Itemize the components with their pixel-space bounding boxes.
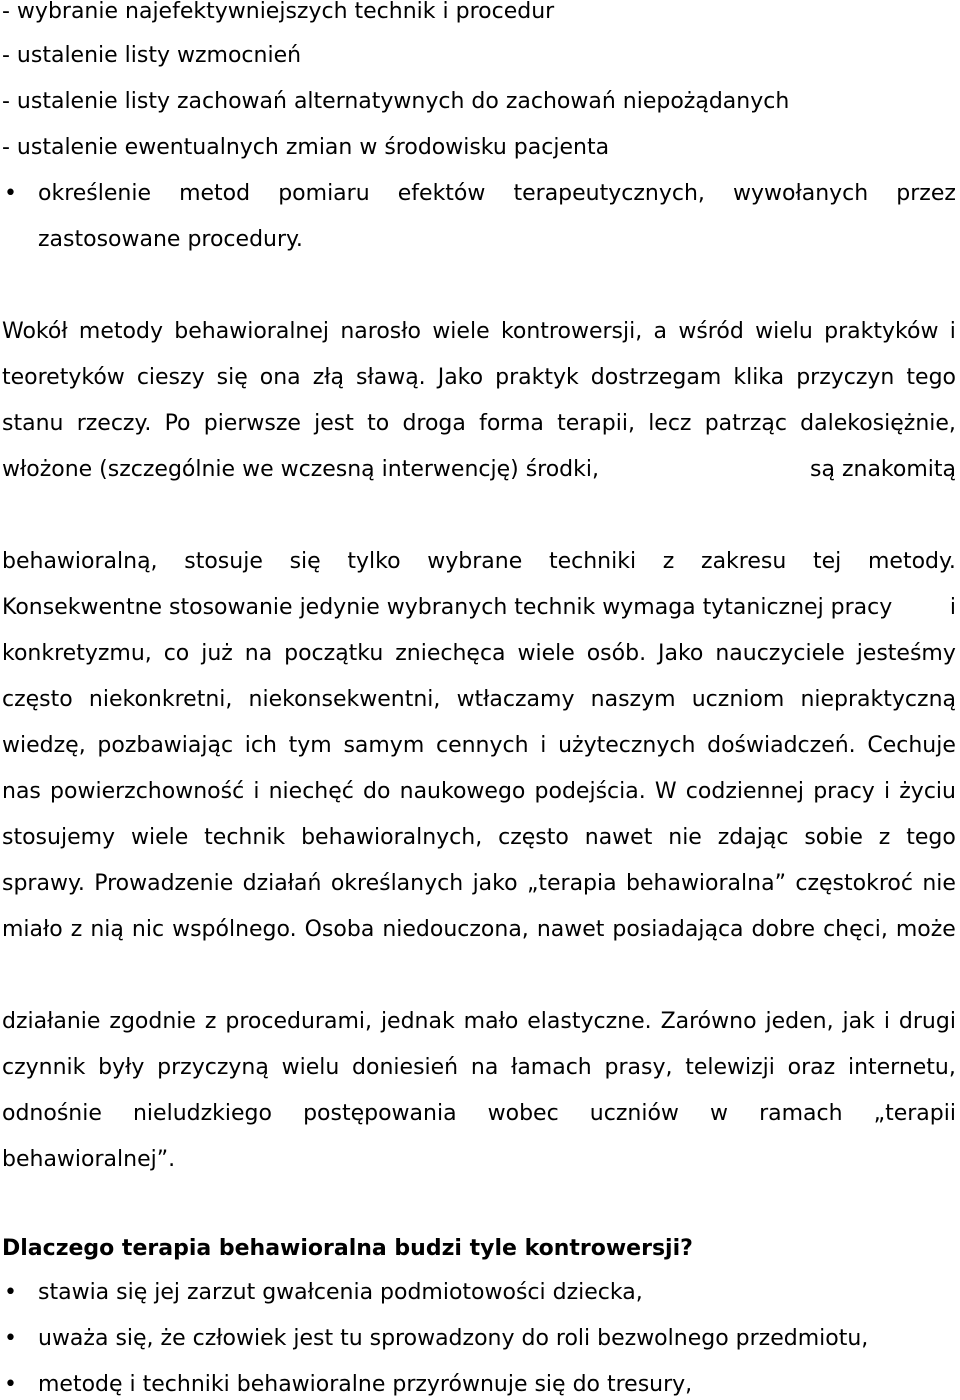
word: pracy [813, 779, 875, 804]
word: nic [131, 917, 165, 942]
bullet-item-line [38, 179, 956, 209]
word: teoretyków [2, 365, 125, 390]
word: przez [896, 181, 956, 206]
word: niekonsekwentni, [248, 687, 441, 712]
word: zakresu [701, 549, 787, 574]
word: efektów [397, 181, 486, 206]
word: mało [463, 1009, 519, 1034]
word: niechęć [268, 779, 354, 804]
word: Jako [437, 365, 484, 390]
word: niekonkretni, [88, 687, 233, 712]
word: wielu [281, 1055, 340, 1080]
list-item: metodę i techniki behawioralne przyrównuje się do tresury, [38, 1372, 693, 1397]
word: dobre [751, 917, 816, 942]
word: w [710, 1101, 728, 1126]
word: Osoba [304, 917, 375, 942]
word: techniki [548, 549, 637, 574]
word: z [878, 825, 891, 850]
word: już [201, 641, 233, 666]
word: z [70, 917, 83, 942]
word: behawioralną, [2, 549, 158, 574]
word: „terapii [873, 1101, 956, 1126]
word: działań [242, 871, 322, 896]
word: konkretyzmu, [2, 641, 152, 666]
word: i [253, 779, 260, 804]
word: częstokroć [795, 871, 913, 896]
word: sobie [804, 825, 863, 850]
paragraph-fragment: są znakomitą [810, 457, 956, 482]
word: sprawy. [2, 871, 85, 896]
word: nie [922, 871, 956, 896]
word: rzeczy. [76, 411, 152, 436]
word: nią [90, 917, 124, 942]
word: nie [668, 825, 702, 850]
word: były [98, 1055, 145, 1080]
word: i [883, 779, 891, 804]
word: tego [906, 365, 956, 390]
word: i [540, 733, 547, 758]
word: i [883, 1009, 890, 1034]
word: dostrzegam [590, 365, 722, 390]
paragraph-fragment: Konsekwentne stosowanie jedynie wybranych technik wymaga tytanicznej pracy [2, 595, 893, 620]
word: behawioralnej [174, 319, 330, 344]
word: doświadczeń. [707, 733, 856, 758]
bullet-icon: • [4, 1372, 17, 1397]
word: wiele [130, 825, 189, 850]
paragraph-line [2, 1099, 956, 1129]
bullet-item-line: zastosowane procedury. [38, 227, 303, 252]
word: początku [284, 641, 384, 666]
word: użytecznych [558, 733, 696, 758]
word: Zarówno [660, 1009, 757, 1034]
word: na [470, 1055, 499, 1080]
list-item: - ustalenie listy zachowań alternatywnych do zachowań niepożądanych [2, 89, 790, 114]
word: zdając [717, 825, 789, 850]
word: a [653, 319, 668, 344]
word: samym [343, 733, 425, 758]
word: wśród [678, 319, 744, 344]
word: telewizji [685, 1055, 775, 1080]
word: forma [479, 411, 544, 436]
word: nieludzkiego [132, 1101, 272, 1126]
word: ramach [759, 1101, 843, 1126]
paragraph-line [2, 869, 956, 899]
word: złą [312, 365, 344, 390]
word: oraz [787, 1055, 836, 1080]
paragraph-fragment: i [949, 595, 956, 620]
word: cieszy [136, 365, 205, 390]
word: wiedzę, [2, 733, 86, 758]
word: droga [402, 411, 466, 436]
word: może [895, 917, 956, 942]
word: prasy, [604, 1055, 673, 1080]
paragraph-line [2, 685, 956, 715]
word: się [289, 549, 321, 574]
word: jeden, [765, 1009, 834, 1034]
paragraph-line [2, 731, 956, 761]
word: na [244, 641, 273, 666]
word: z [662, 549, 675, 574]
list-item: stawia się jej zarzut gwałcenia podmiotowości dziecka, [38, 1280, 643, 1305]
word: tej [813, 549, 842, 574]
word: niedouczona, [382, 917, 529, 942]
word: wspólnego. [172, 917, 297, 942]
word: Po [164, 411, 191, 436]
word: codziennej [685, 779, 805, 804]
word: stosujemy [2, 825, 116, 850]
word: miało [2, 917, 63, 942]
list-item: - ustalenie ewentualnych zmian w środowisku pacjenta [2, 135, 610, 160]
word: osób. [586, 641, 647, 666]
word: jako [472, 871, 518, 896]
list-item: - wybranie najefektywniejszych technik i procedur [2, 0, 555, 24]
word: klika [733, 365, 785, 390]
word: zgodnie [109, 1009, 196, 1034]
word: Cechuje [867, 733, 956, 758]
word: i [949, 319, 956, 344]
word: behawioralna” [626, 871, 786, 896]
word: pozbawiając [97, 733, 234, 758]
word: behawioralnych, [301, 825, 483, 850]
word: praktyk [495, 365, 579, 390]
word: stanu [2, 411, 64, 436]
word: technik [204, 825, 286, 850]
word: działanie [2, 1009, 101, 1034]
paragraph-line [2, 547, 956, 577]
word: przyczyn [796, 365, 895, 390]
word: lecz [648, 411, 692, 436]
word: pierwsze [203, 411, 301, 436]
word: określanych [330, 871, 464, 896]
word: Wokół [2, 319, 68, 344]
word: postępowania [303, 1101, 457, 1126]
word: drugi [898, 1009, 956, 1034]
word: metody [78, 319, 163, 344]
word: podejścia. [534, 779, 646, 804]
word: uczniom [691, 687, 785, 712]
word: elastyczne. [527, 1009, 652, 1034]
section-heading: Dlaczego terapia behawioralna budzi tyle kontrowersji? [2, 1236, 693, 1261]
word: chęci, [823, 917, 888, 942]
bullet-icon: • [4, 1326, 17, 1351]
word: tym [288, 733, 332, 758]
word: naszym [590, 687, 676, 712]
paragraph-line [2, 363, 956, 393]
word: terapeutycznych, [513, 181, 705, 206]
paragraph-line [2, 823, 956, 853]
word: jesteśmy [856, 641, 956, 666]
word: nawet [536, 917, 605, 942]
word: pomiaru [278, 181, 370, 206]
word: dalekosiężnie, [800, 411, 956, 436]
word: procedurami, [225, 1009, 372, 1034]
word: to [367, 411, 390, 436]
word: powierzchowność [50, 779, 245, 804]
word: wiele [517, 641, 575, 666]
word: do [363, 779, 391, 804]
word: jest [314, 411, 354, 436]
word: jak [842, 1009, 875, 1034]
word: tego [906, 825, 956, 850]
word: ich [244, 733, 277, 758]
paragraph-line [2, 777, 956, 807]
paragraph-line [2, 1007, 956, 1037]
word: nauczyciele [715, 641, 845, 666]
word: metody. [868, 549, 956, 574]
word: uczniów [589, 1101, 679, 1126]
word: Prowadzenie [94, 871, 234, 896]
paragraph-line [2, 639, 956, 669]
word: czynnik [2, 1055, 86, 1080]
word: nawet [584, 825, 653, 850]
word: praktyków [824, 319, 939, 344]
word: narosło [340, 319, 421, 344]
word: naukowego [399, 779, 526, 804]
word: wybrane [427, 549, 523, 574]
word: stosuje [184, 549, 263, 574]
word: jednak [380, 1009, 455, 1034]
bullet-icon: • [4, 181, 17, 206]
word: często [2, 687, 73, 712]
word: metod [179, 181, 251, 206]
word: wielu [755, 319, 813, 344]
paragraph-line: behawioralnej”. [2, 1147, 176, 1172]
paragraph-line [2, 1053, 956, 1083]
word: niepraktyczną [800, 687, 956, 712]
paragraph-line [2, 593, 956, 623]
word: „terapia [526, 871, 617, 896]
paragraph-fragment: włożone (szczególnie we wczesną interwencję) środki, [2, 457, 599, 482]
word: cennych [435, 733, 529, 758]
word: odnośnie [2, 1101, 102, 1126]
word: wtłaczamy [456, 687, 575, 712]
word: wiele [432, 319, 490, 344]
word: internetu, [847, 1055, 956, 1080]
paragraph-line [2, 409, 956, 439]
word: sławą. [356, 365, 426, 390]
word: się [216, 365, 248, 390]
word: nas [2, 779, 41, 804]
word: kontrowersji, [500, 319, 643, 344]
list-item: - ustalenie listy wzmocnień [2, 43, 302, 68]
word: doniesień [352, 1055, 459, 1080]
paragraph-line [2, 317, 956, 347]
bullet-icon: • [4, 1280, 17, 1305]
paragraph-line [2, 915, 956, 945]
paragraph-line [2, 455, 956, 485]
word: określenie [38, 181, 151, 206]
word: W [654, 779, 677, 804]
word: życiu [899, 779, 956, 804]
word: co [163, 641, 190, 666]
word: posiadająca [612, 917, 744, 942]
word: przyczyną [157, 1055, 269, 1080]
word: z [204, 1009, 217, 1034]
word: zniechęca [395, 641, 506, 666]
word: tylko [347, 549, 401, 574]
list-item: uważa się, że człowiek jest tu sprowadzony do roli bezwolnego przedmiotu, [38, 1326, 869, 1351]
word: terapii, [557, 411, 635, 436]
word: wobec [487, 1101, 559, 1126]
word: Jako [658, 641, 704, 666]
word: łamach [511, 1055, 592, 1080]
word: ona [259, 365, 301, 390]
word: często [498, 825, 569, 850]
word: patrząc [704, 411, 787, 436]
word: wywołanych [733, 181, 869, 206]
